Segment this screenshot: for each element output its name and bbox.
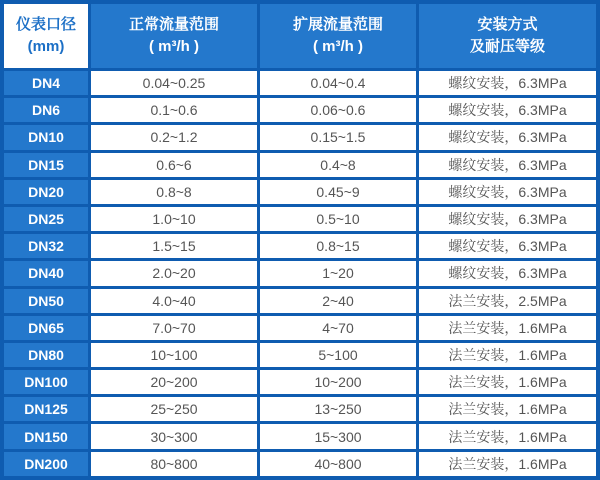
normal-range-cell: 0.8~8 (91, 180, 257, 204)
normal-range-cell: 80~800 (91, 452, 257, 476)
diameter-cell: DN25 (4, 207, 88, 231)
normal-range-cell: 10~100 (91, 343, 257, 367)
diameter-cell: DN100 (4, 370, 88, 394)
extended-range-cell: 5~100 (260, 343, 416, 367)
table-row (4, 153, 596, 177)
normal-range-cell: 0.04~0.25 (91, 71, 257, 95)
normal-range-cell: 0.6~6 (91, 153, 257, 177)
header-installation-pressure (419, 4, 596, 68)
table-row (4, 261, 596, 285)
extended-range-cell: 40~800 (260, 452, 416, 476)
normal-range-cell: 1.0~10 (91, 207, 257, 231)
normal-range-cell: 1.5~15 (91, 234, 257, 258)
diameter-cell: DN50 (4, 289, 88, 313)
installation-cell: 法兰安装，1.6MPa (419, 343, 596, 367)
installation-cell: 螺纹安装，6.3MPa (419, 180, 596, 204)
extended-range-cell: 0.45~9 (260, 180, 416, 204)
table-row (4, 207, 596, 231)
normal-range-cell: 25~250 (91, 397, 257, 421)
extended-range-cell: 15~300 (260, 424, 416, 448)
header-installation-pressure-line2: 及耐压等级 (469, 38, 545, 55)
extended-range-cell: 4~70 (260, 316, 416, 340)
header-installation-pressure-line1: 安装方式 (477, 16, 538, 33)
installation-cell: 螺纹安装，6.3MPa (419, 71, 596, 95)
header-meter-diameter-line2: (mm) (27, 38, 65, 55)
diameter-cell: DN80 (4, 343, 88, 367)
extended-range-cell: 0.04~0.4 (260, 71, 416, 95)
diameter-cell: DN32 (4, 234, 88, 258)
header-extended-flow-range (260, 4, 416, 68)
diameter-cell: DN20 (4, 180, 88, 204)
header-normal-flow-range-line1: 正常流量范围 (128, 16, 219, 33)
table-row (4, 316, 596, 340)
normal-range-cell: 20~200 (91, 370, 257, 394)
diameter-cell: DN6 (4, 98, 88, 122)
installation-cell: 法兰安装，1.6MPa (419, 452, 596, 476)
extended-range-cell: 0.06~0.6 (260, 98, 416, 122)
installation-cell: 法兰安装，1.6MPa (419, 424, 596, 448)
flow-spec-table (1, 1, 599, 479)
installation-cell: 螺纹安装，6.3MPa (419, 153, 596, 177)
extended-range-cell: 13~250 (260, 397, 416, 421)
table-row (4, 289, 596, 313)
extended-range-cell: 0.15~1.5 (260, 125, 416, 149)
installation-cell: 法兰安装，2.5MPa (419, 289, 596, 313)
extended-range-cell: 1~20 (260, 261, 416, 285)
installation-cell: 螺纹安装，6.3MPa (419, 207, 596, 231)
diameter-cell: DN40 (4, 261, 88, 285)
installation-cell: 螺纹安装，6.3MPa (419, 261, 596, 285)
diameter-cell: DN125 (4, 397, 88, 421)
extended-range-cell: 2~40 (260, 289, 416, 313)
normal-range-cell: 2.0~20 (91, 261, 257, 285)
table-row (4, 71, 596, 95)
installation-cell: 螺纹安装，6.3MPa (419, 98, 596, 122)
header-extended-flow-range-line1: 扩展流量范围 (292, 16, 383, 33)
installation-cell: 螺纹安装，6.3MPa (419, 234, 596, 258)
extended-range-cell: 10~200 (260, 370, 416, 394)
table-row (4, 452, 596, 476)
normal-range-cell: 7.0~70 (91, 316, 257, 340)
header-meter-diameter-line1: 仪表口径 (15, 16, 76, 33)
header-normal-flow-range (91, 4, 257, 68)
installation-cell: 法兰安装，1.6MPa (419, 370, 596, 394)
table-row (4, 343, 596, 367)
table-row (4, 397, 596, 421)
header-row (4, 4, 596, 68)
table-row (4, 98, 596, 122)
diameter-cell: DN150 (4, 424, 88, 448)
normal-range-cell: 0.1~0.6 (91, 98, 257, 122)
installation-cell: 螺纹安装，6.3MPa (419, 125, 596, 149)
diameter-cell: DN200 (4, 452, 88, 476)
diameter-cell: DN65 (4, 316, 88, 340)
installation-cell: 法兰安装，1.6MPa (419, 316, 596, 340)
header-extended-flow-range-line2: ( m³/h ) (313, 38, 363, 55)
diameter-cell: DN15 (4, 153, 88, 177)
installation-cell: 法兰安装，1.6MPa (419, 397, 596, 421)
normal-range-cell: 4.0~40 (91, 289, 257, 313)
table-row (4, 370, 596, 394)
table-row (4, 125, 596, 149)
table-row (4, 180, 596, 204)
table-row (4, 424, 596, 448)
extended-range-cell: 0.8~15 (260, 234, 416, 258)
normal-range-cell: 30~300 (91, 424, 257, 448)
header-normal-flow-range-line2: ( m³/h ) (149, 38, 199, 55)
extended-range-cell: 0.4~8 (260, 153, 416, 177)
diameter-cell: DN10 (4, 125, 88, 149)
diameter-cell: DN4 (4, 71, 88, 95)
extended-range-cell: 0.5~10 (260, 207, 416, 231)
normal-range-cell: 0.2~1.2 (91, 125, 257, 149)
table-row (4, 234, 596, 258)
header-meter-diameter (4, 4, 88, 68)
